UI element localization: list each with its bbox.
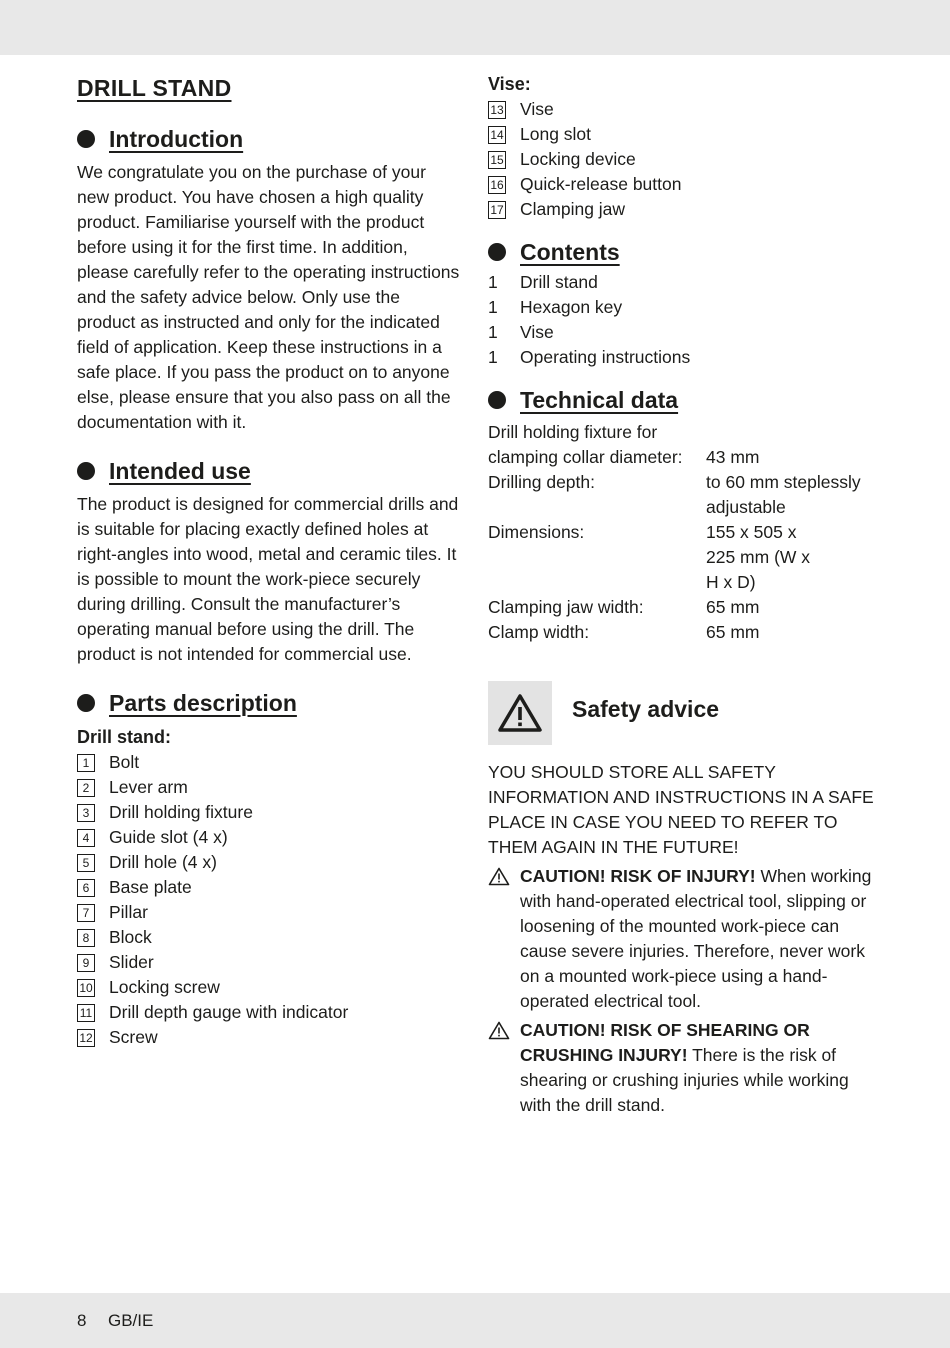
bullet-icon xyxy=(488,243,506,261)
caution-text xyxy=(520,1018,878,1118)
item-quantity: 1 xyxy=(488,297,498,317)
language-code: GB/IE xyxy=(108,1311,154,1330)
list-item xyxy=(77,850,462,875)
part-number: 5 xyxy=(77,854,95,872)
list-item xyxy=(77,975,462,1000)
spec-value: 155 x 505 x 225 mm (W x H x D) xyxy=(706,522,811,592)
list-item xyxy=(488,172,878,197)
list-item xyxy=(77,825,462,850)
part-number: 3 xyxy=(77,804,95,822)
list-item xyxy=(77,925,462,950)
technical-data-intro: Drill holding fixture for xyxy=(488,422,658,442)
part-number: 7 xyxy=(77,904,95,922)
section-title: Technical data xyxy=(520,386,679,413)
spec-value: 43 mm xyxy=(706,447,760,467)
part-label: Drill depth gauge with indicator xyxy=(109,1002,349,1022)
part-label: Block xyxy=(109,927,152,947)
bullet-icon xyxy=(77,462,95,480)
vise-parts-list xyxy=(488,97,878,222)
section-title: Contents xyxy=(520,238,620,265)
part-label: Lever arm xyxy=(109,777,188,797)
section-contents xyxy=(488,236,878,268)
part-label: Long slot xyxy=(520,124,592,144)
safety-advice-title: Safety advice xyxy=(572,695,720,722)
list-item xyxy=(77,900,462,925)
list-item xyxy=(488,320,878,345)
spec-label: Clamping jaw width: xyxy=(488,597,644,617)
part-number: 4 xyxy=(77,829,95,847)
list-item xyxy=(77,750,462,775)
warning-icon xyxy=(488,1018,520,1118)
item-quantity: 1 xyxy=(488,322,498,342)
intended-use-text: The product is designed for commercial drills and is suitable for placing exactly defined holes at right-angles into wood, metal and ceramic tiles. It is possible to mount the work-piece securely during drilling. Consult the manufacturer’s operating manual before using the drill. The product is not intended for commercial use. xyxy=(77,494,459,664)
section-introduction xyxy=(77,123,462,155)
caution-shearing xyxy=(488,1018,878,1118)
spec-label: Drilling depth: xyxy=(488,472,595,492)
part-number: 13 xyxy=(488,101,506,119)
part-number: 16 xyxy=(488,176,506,194)
safety-advice-header xyxy=(488,681,878,745)
caution-body: When working with hand-operated electrical tool, slipping or loosening of the mounted work-piece can cause severe injuries. Therefore, never work on a mounted work-piece using a hand-operated electrical tool. xyxy=(520,866,872,1011)
part-label: Bolt xyxy=(109,752,140,772)
list-item xyxy=(77,1000,462,1025)
part-label: Locking device xyxy=(520,149,636,169)
part-number: 1 xyxy=(77,754,95,772)
list-item xyxy=(77,1025,462,1050)
section-title: Parts description xyxy=(109,689,297,716)
section-title: Introduction xyxy=(109,125,244,152)
right-column xyxy=(488,70,878,1118)
bullet-icon xyxy=(77,694,95,712)
part-number: 9 xyxy=(77,954,95,972)
introduction-text: We congratulate you on the purchase of your new product. You have chosen a high quality product. Familiarise yourself with the product before using it for the first time. In addition, please carefully refer to the operating instructions and the safety advice below. Only use the product as instructed and only for the indicated field of application. Keep these instructions in a safe place. If you pass the product on to anyone else, please ensure that you also pass on all the documentation with it. xyxy=(77,162,460,432)
table-row xyxy=(488,595,878,620)
table-row xyxy=(488,470,878,520)
list-item xyxy=(77,775,462,800)
technical-data-table xyxy=(488,420,878,645)
spec-value: to 60 mm steplessly adjustable xyxy=(706,472,861,517)
caution-body: There is the risk of shearing or crushing injuries while working with the drill stand. xyxy=(520,1045,849,1115)
bullet-icon xyxy=(77,130,95,148)
part-label: Pillar xyxy=(109,902,148,922)
item-label: Operating instructions xyxy=(520,347,691,367)
spec-value: 65 mm xyxy=(706,622,760,642)
caution-injury xyxy=(488,864,878,1014)
list-item xyxy=(77,950,462,975)
part-label: Base plate xyxy=(109,877,192,897)
list-item xyxy=(488,97,878,122)
table-row xyxy=(488,620,878,645)
section-intended-use xyxy=(77,455,462,487)
item-quantity: 1 xyxy=(488,272,498,292)
page-number: 8 xyxy=(77,1311,87,1330)
list-item xyxy=(488,122,878,147)
part-label: Vise xyxy=(520,99,554,119)
left-column xyxy=(77,70,462,1050)
item-label: Vise xyxy=(520,322,554,342)
part-number: 6 xyxy=(77,879,95,897)
part-number: 8 xyxy=(77,929,95,947)
spec-label: Clamp width: xyxy=(488,622,590,642)
list-item xyxy=(77,875,462,900)
vise-subheading: Vise: xyxy=(488,74,531,94)
part-number: 17 xyxy=(488,201,506,219)
spec-label: Dimensions: xyxy=(488,522,585,542)
part-number: 14 xyxy=(488,126,506,144)
warning-icon xyxy=(488,864,520,1014)
list-item xyxy=(488,197,878,222)
part-label: Locking screw xyxy=(109,977,220,997)
part-number: 11 xyxy=(77,1004,95,1022)
header-band xyxy=(0,0,950,55)
spec-value: 65 mm xyxy=(706,597,760,617)
bullet-icon xyxy=(488,391,506,409)
item-label: Hexagon key xyxy=(520,297,623,317)
section-parts-description xyxy=(77,687,462,719)
table-row xyxy=(488,445,878,470)
safety-storage-notice: YOU SHOULD STORE ALL SAFETY INFORMATION AND INSTRUCTIONS IN A SAFE PLACE IN CASE YOU NEED TO REFER TO THEM AGAIN IN THE FUTURE! xyxy=(488,762,874,857)
section-technical-data xyxy=(488,384,878,416)
list-item xyxy=(488,270,878,295)
contents-list xyxy=(488,270,878,370)
warning-triangle-icon xyxy=(488,681,552,745)
caution-label: CAUTION! RISK OF INJURY! xyxy=(520,866,756,886)
part-label: Slider xyxy=(109,952,154,972)
caution-label: CAUTION! RISK OF SHEARING OR CRUSHING INJURY! xyxy=(520,1020,810,1065)
drill-stand-parts-list xyxy=(77,750,462,1050)
spec-label: clamping collar diameter: xyxy=(488,447,683,467)
section-title: Intended use xyxy=(109,457,251,484)
list-item xyxy=(77,800,462,825)
caution-text xyxy=(520,864,878,1014)
part-label: Drill holding fixture xyxy=(109,802,253,822)
part-label: Guide slot (4 x) xyxy=(109,827,228,847)
list-item xyxy=(488,345,878,370)
part-label: Screw xyxy=(109,1027,158,1047)
item-quantity: 1 xyxy=(488,347,498,367)
part-number: 2 xyxy=(77,779,95,797)
drill-stand-subheading: Drill stand: xyxy=(77,727,172,747)
part-number: 10 xyxy=(77,979,95,997)
part-number: 15 xyxy=(488,151,506,169)
part-number: 12 xyxy=(77,1029,95,1047)
list-item xyxy=(488,295,878,320)
part-label: Drill hole (4 x) xyxy=(109,852,217,872)
part-label: Quick-release button xyxy=(520,174,682,194)
part-label: Clamping jaw xyxy=(520,199,626,219)
item-label: Drill stand xyxy=(520,272,598,292)
table-row xyxy=(488,520,878,595)
list-item xyxy=(488,147,878,172)
document-title: DRILL STAND xyxy=(77,75,232,101)
